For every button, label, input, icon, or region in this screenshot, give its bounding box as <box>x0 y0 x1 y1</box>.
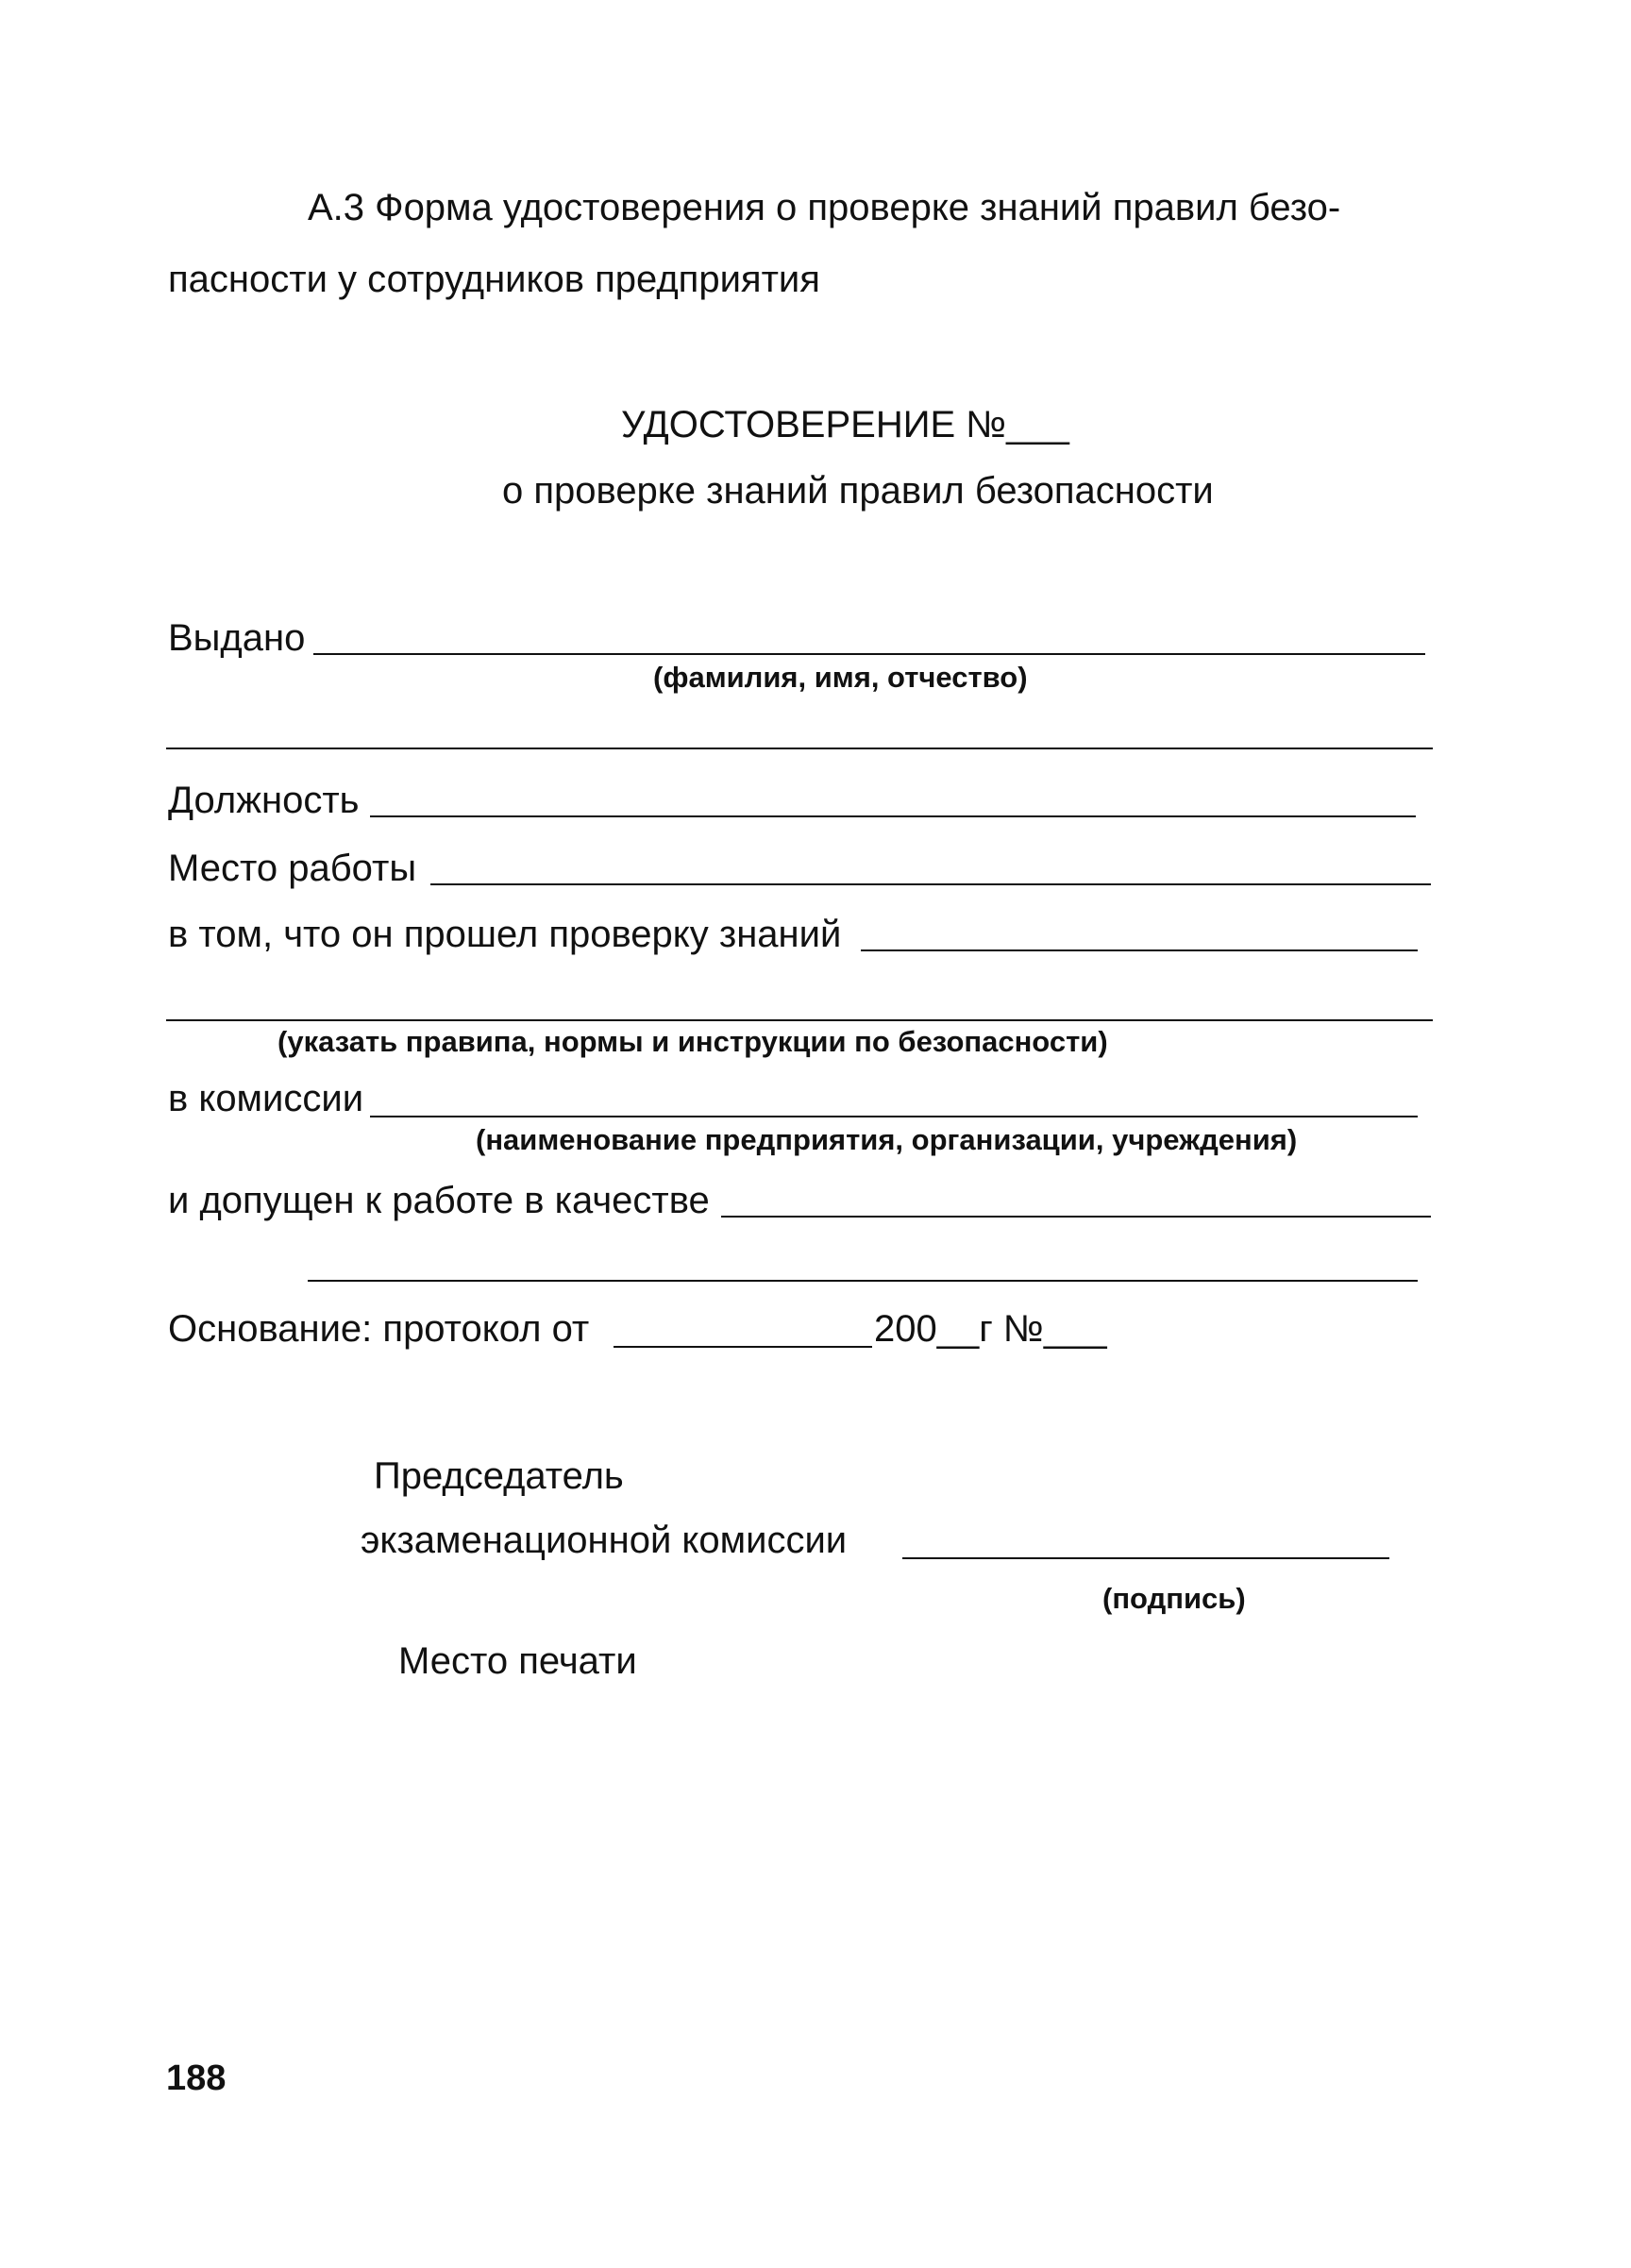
basis-date-line[interactable] <box>614 1346 872 1348</box>
commission-label: в комиссии <box>168 1078 364 1119</box>
passed-continuation-line[interactable] <box>166 1019 1433 1021</box>
chairman-label-line-2: экзаменационной комиссии <box>361 1520 848 1561</box>
certificate-subtitle: о проверке знаний правил безопасности <box>502 470 1214 512</box>
chairman-label-line-1: Председатель <box>374 1455 624 1497</box>
passed-hint: (указать правипа, нормы и инструкции по безопасности) <box>277 1025 1108 1058</box>
admitted-fill-line[interactable] <box>721 1216 1431 1218</box>
signature-fill-line[interactable] <box>902 1557 1389 1559</box>
seal-label: Место печати <box>398 1640 637 1682</box>
intro-line-2: пасности у сотрудников предприятия <box>168 259 820 300</box>
issued-hint: (фамилия, имя, отчество) <box>653 661 1028 694</box>
commission-hint: (наименование предприятия, организации, учреждения) <box>476 1123 1298 1156</box>
passed-label: в том, что он прошел проверку знаний <box>168 914 842 955</box>
basis-label: Основание: протокол от <box>168 1308 590 1350</box>
signature-hint: (подпись) <box>1102 1582 1246 1615</box>
admitted-continuation-line[interactable] <box>308 1280 1418 1282</box>
commission-fill-line[interactable] <box>370 1116 1418 1117</box>
position-fill-line[interactable] <box>370 815 1416 817</box>
certificate-title: УДОСТОВЕРЕНИЕ №___ <box>621 404 1069 445</box>
position-label: Должность <box>168 780 360 821</box>
admitted-label: и допущен к работе в качестве <box>168 1180 710 1221</box>
page-number: 188 <box>166 2058 227 2098</box>
basis-year-number: 200__г №___ <box>874 1308 1107 1350</box>
workplace-label: Место работы <box>168 848 417 889</box>
issued-continuation-line[interactable] <box>166 748 1433 749</box>
issued-label: Выдано <box>168 617 306 659</box>
workplace-fill-line[interactable] <box>430 883 1431 885</box>
passed-fill-line[interactable] <box>861 949 1418 951</box>
issued-fill-line[interactable] <box>313 653 1425 655</box>
intro-line-1: А.3 Форма удостоверения о проверке знаний правил безо- <box>308 187 1341 228</box>
